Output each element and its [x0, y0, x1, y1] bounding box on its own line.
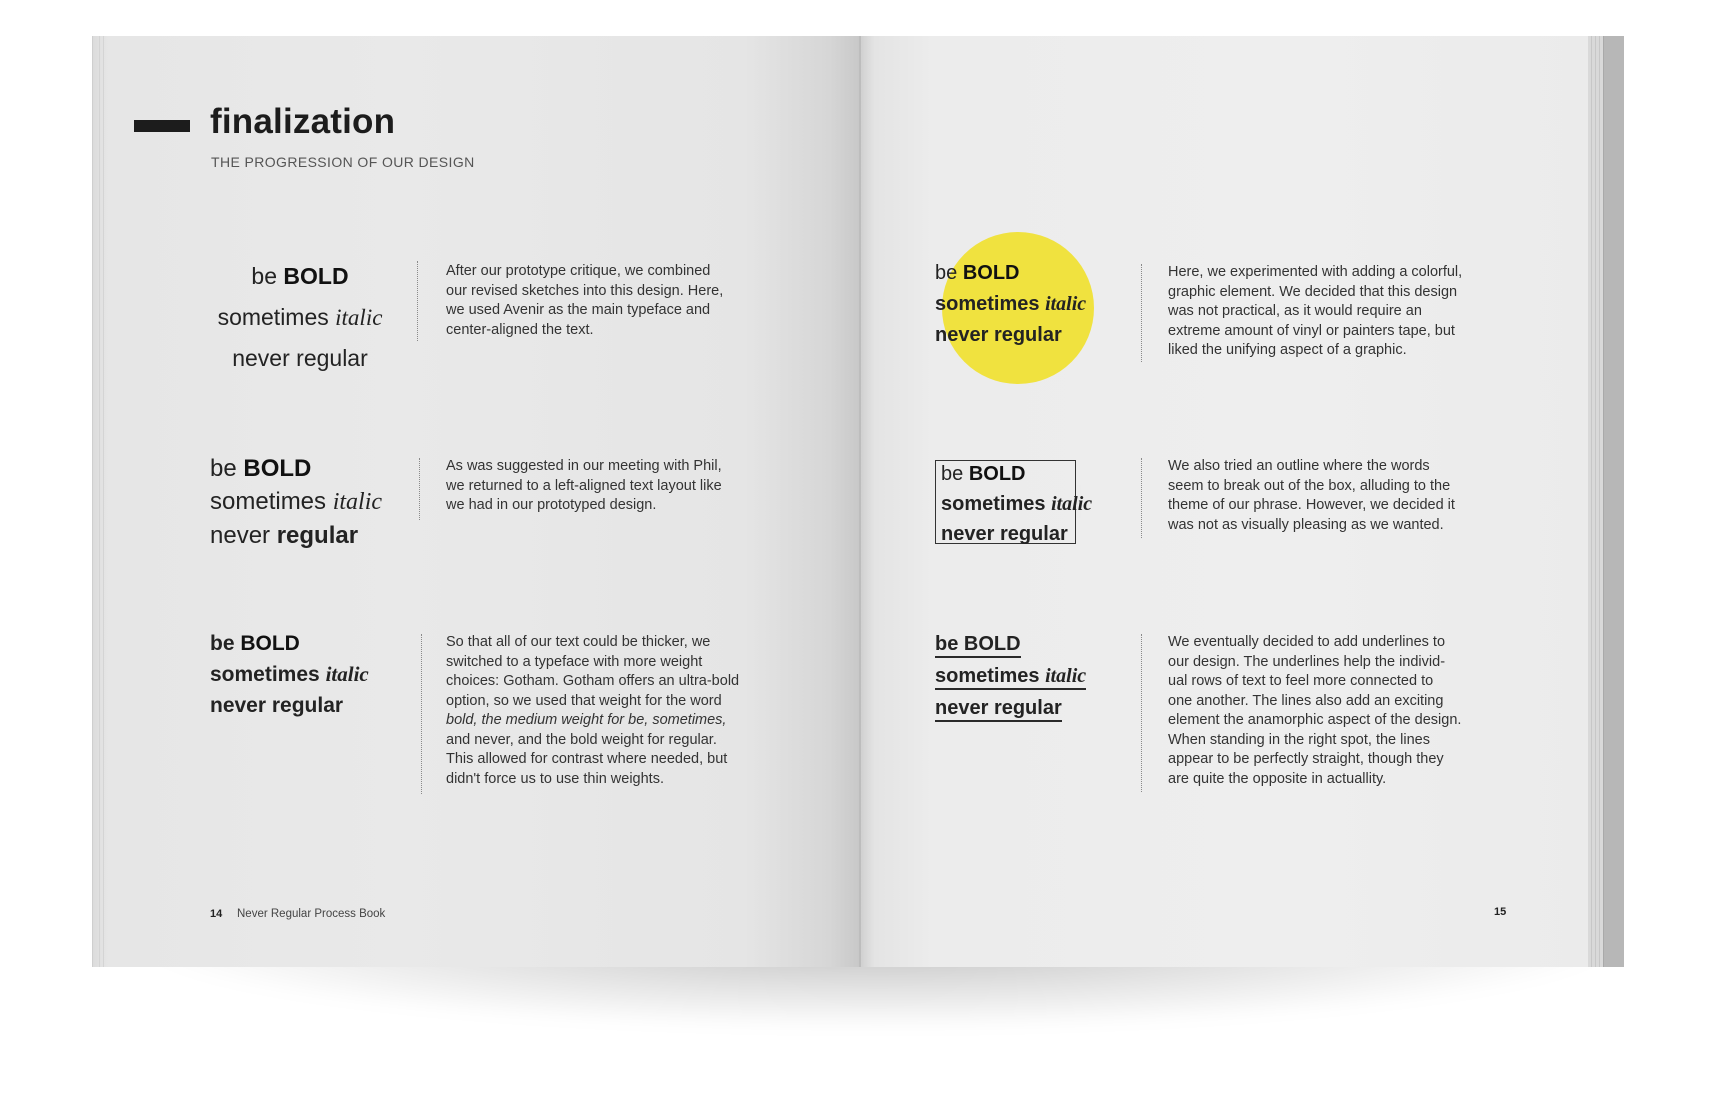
phrase-line-1: be BOLD [935, 262, 1020, 284]
description-paragraph: So that all of our text could be thicker, we switched to a typeface with more weight choices: Gotham. Gotham offers an ultra-bold option, so we used that weight for the word bold, the medium weight for be, sometimes, and never, and the bold weight for regular. This allowed for contrast where needed, but didn't force us to use thin weights. [446, 634, 740, 787]
description-paragraph: We eventually decided to add underlines to our design. The underlines help the individ- ual rows of text to feel more connected to one another. The lines also add an exciting element the anamorphic aspect of the design. When standing in the right spot, the lines appear to be perfectly straight, though they are quite the opposite in actuallity. [1168, 634, 1462, 787]
phrase-line-2: sometimes italic [210, 488, 383, 515]
page-number: 14 [210, 908, 223, 920]
dotted-separator [419, 458, 420, 520]
phrase-line-3: never regular [941, 523, 1068, 545]
phrase-line-3: never regular [935, 324, 1062, 346]
underlined-text: be BOLD [935, 633, 1021, 658]
phrase-line-1 [935, 628, 1086, 660]
underlined-text: sometimes italic [935, 665, 1086, 690]
phrase-line-3: never regular [210, 522, 359, 549]
page-number: 15 [1494, 906, 1507, 918]
phrase-line-1: be BOLD [210, 455, 312, 482]
phrase-line-1: be BOLD [941, 463, 1026, 485]
underlined-text: never regular [935, 697, 1062, 722]
phrase-sample-circle [935, 258, 1086, 351]
book-spine [859, 36, 861, 967]
phrase-sample-outline [941, 459, 1092, 549]
page-title: finalization [210, 102, 396, 141]
dotted-separator [1141, 634, 1142, 792]
description-paragraph: We also tried an outline where the words seem to break out of the box, alluding to the theme of our phrase. However, we decided it was not as visually pleasing as we wanted. [1168, 458, 1455, 533]
phrase-sample-centered [200, 256, 400, 379]
page-edges [1588, 36, 1624, 967]
description-paragraph: After our prototype critique, we combined our revised sketches into this design. Here, we used Avenir as the main typeface and center-aligned the text. [446, 263, 724, 338]
footer-book-title: Never Regular Process Book [237, 908, 386, 920]
dotted-separator [417, 261, 418, 341]
description-paragraph: As was suggested in our meeting with Phil, we returned to a left-aligned text layout like we had in our prototyped design. [446, 458, 722, 513]
phrase-line-3: never regular [232, 345, 368, 371]
dotted-separator [1141, 458, 1142, 538]
page-subtitle: THE PROGRESSION OF OUR DESIGN [211, 154, 475, 170]
dotted-separator [421, 634, 422, 794]
phrase-sample-heavy [210, 628, 369, 721]
phrase-sample-left-aligned [210, 452, 382, 552]
phrase-line-3: never regular [210, 694, 344, 717]
phrase-line-2: sometimes italic [210, 662, 369, 686]
phrase-line-2: sometimes italic [941, 493, 1093, 515]
phrase-line-1: be BOLD [210, 632, 300, 655]
phrase-line-2 [935, 660, 1086, 692]
dotted-separator [1141, 264, 1142, 362]
description-paragraph: Here, we experimented with adding a colorful, graphic element. We decided that this design was not practical, as it would require an extreme amount of vinyl or painters tape, but liked the unifying aspect of a graphic. [1168, 264, 1463, 358]
phrase-line-1: be BOLD [251, 263, 349, 289]
phrase-line-3 [935, 692, 1086, 724]
phrase-line-2: sometimes italic [935, 293, 1087, 315]
title-accent-bar [134, 120, 190, 132]
phrase-line-2: sometimes italic [217, 304, 383, 330]
phrase-sample-underlined [935, 628, 1086, 724]
